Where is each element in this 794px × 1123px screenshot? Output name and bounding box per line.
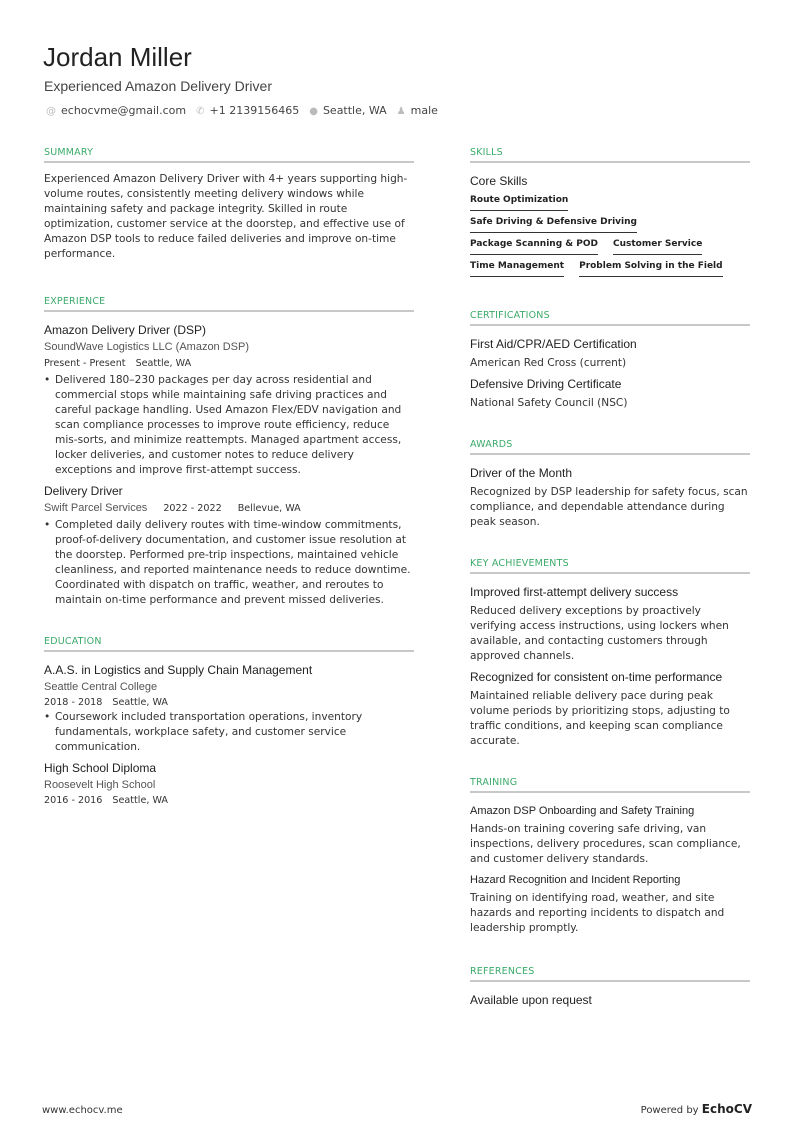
achievement-name: Improved first-attempt delivery success (470, 585, 679, 599)
education-section (44, 636, 414, 808)
bullet: • Completed daily delivery routes with time-window commitments, proof-of-delivery documentation, and customer issue resolution at the doorstep. Performed pre-trip inspections, maintained vehicle cleanliness, and reported maintenance needs to reduce downtime. Coordinated with dispatch on traffic, weather, and reroutes to maintain on-time performance and prevent missed deliveries. (44, 518, 414, 608)
cert-issuer: American Red Cross (current) (470, 357, 627, 369)
training-name: Hazard Recognition and Incident Reporting (470, 874, 681, 886)
skill-tag: Problem Solving in the Field (579, 258, 722, 277)
section-title: EXPERIENCE (44, 296, 414, 312)
location-icon: ● (309, 106, 318, 117)
email[interactable]: echocvme@gmail.com (61, 104, 187, 117)
skills-section (470, 147, 750, 280)
section-title: EDUCATION (44, 636, 414, 652)
education-item (44, 759, 414, 808)
achievement-name: Recognized for consistent on-time performance (470, 670, 723, 684)
achievement-desc: Reduced delivery exceptions by proactively verifying access instructions, using lockers when available, and contacting customers through approved channels. (470, 605, 729, 662)
gender: male (410, 104, 438, 117)
school: Seattle Central College (44, 681, 158, 693)
training-name: Amazon DSP Onboarding and Safety Training (470, 805, 695, 817)
certifications-section (470, 310, 750, 413)
candidate-name: Jordan Miller (43, 42, 192, 72)
experience-section (44, 296, 414, 608)
bullet: • Coursework included transportation operations, inventory fundamentals, workplace safety, and customer service communication. (44, 710, 414, 755)
phone-icon: ✆ (196, 106, 205, 117)
brand-logo[interactable]: EchoCV (701, 1102, 752, 1116)
school: Roosevelt High School (44, 779, 156, 791)
skill-tag: Safe Driving & Defensive Driving (470, 214, 637, 233)
section-title: AWARDS (470, 439, 750, 455)
email-icon: @ (46, 106, 56, 117)
references-text: Available upon request (470, 993, 592, 1007)
dates: Present - Present (44, 358, 126, 369)
location: Seattle, WA (135, 358, 192, 369)
cert-name: Defensive Driving Certificate (470, 377, 622, 391)
location: Seattle, WA (112, 697, 168, 708)
role: Delivery Driver (44, 484, 123, 498)
location: Bellevue, WA (237, 503, 301, 514)
summary-text: Experienced Amazon Delivery Driver with 4+ years supporting high-volume routes, consistently meeting delivery windows while maintaining safety and package integrity. Skilled in route optimization, customer service at the doorstep, and effective use of Amazon DSP tools to reduce failed deliveries and improve on-time performance. (44, 173, 408, 260)
section-title: CERTIFICATIONS (470, 310, 750, 326)
degree: High School Diploma (44, 761, 157, 775)
footer-powered (641, 1102, 752, 1116)
skill-group: Core Skills (470, 174, 528, 188)
dates: 2022 - 2022 (163, 503, 222, 514)
dates: 2016 - 2016 (44, 795, 103, 806)
company: SoundWave Logistics LLC (Amazon DSP) (44, 341, 250, 353)
bullet: • Delivered 180–230 packages per day across residential and commercial stops while maintaining safe driving practices and careful package handling. Used Amazon Flex/EDV navigation and scan compliance processes to improve route efficiency, reduce mis-sorts, and minimize reattempts. Managed apartment access, locker deliveries, and customer notes to reduce delivery exceptions and improve first-attempt success. (44, 373, 414, 478)
award-name: Driver of the Month (470, 466, 573, 480)
degree: A.A.S. in Logistics and Supply Chain Management (44, 663, 313, 677)
training-desc: Training on identifying road, weather, and site hazards and reporting incidents to dispatch and leadership promptly. (470, 892, 725, 934)
powered-by-label: Powered by (640, 1105, 699, 1116)
role: Amazon Delivery Driver (DSP) (44, 323, 207, 337)
experience-item (44, 321, 414, 478)
education-item (44, 661, 414, 755)
section-title: TRAINING (470, 777, 750, 793)
experience-item (44, 482, 414, 608)
section-title: KEY ACHIEVEMENTS (470, 558, 750, 574)
dates: 2018 - 2018 (44, 697, 103, 708)
skill-tag: Customer Service (613, 236, 702, 255)
cert-issuer: National Safety Council (NSC) (470, 397, 628, 409)
left-column (44, 147, 414, 828)
right-column (470, 147, 750, 1029)
training-section (470, 777, 750, 936)
contact-row (46, 104, 438, 117)
footer-site[interactable]: www.echocv.me (42, 1105, 123, 1116)
awards-section (470, 439, 750, 530)
section-title: REFERENCES (470, 966, 750, 982)
achievement-desc: Maintained reliable delivery pace during peak volume periods by prioritizing stops, adjusting to traffic conditions, and keeping scan compliance accurate. (470, 690, 730, 747)
skill-tag: Package Scanning & POD (470, 236, 598, 255)
company: Swift Parcel Services (44, 502, 148, 514)
skill-tag: Time Management (470, 258, 564, 277)
summary-section (44, 147, 414, 262)
candidate-title: Experienced Amazon Delivery Driver (44, 78, 272, 94)
section-title: SUMMARY (44, 147, 414, 163)
location: Seattle, WA (112, 795, 168, 806)
award-desc: Recognized by DSP leadership for safety focus, scan compliance, and dependable attendance during peak season. (470, 486, 748, 528)
cert-name: First Aid/CPR/AED Certification (470, 337, 637, 351)
skill-tag: Route Optimization (470, 192, 568, 211)
references-section (470, 966, 750, 1009)
section-title: SKILLS (470, 147, 750, 163)
achievements-section (470, 558, 750, 749)
person-icon: ♟ (396, 106, 406, 117)
location: Seattle, WA (322, 104, 387, 117)
phone: +1 2139156465 (209, 104, 300, 117)
training-desc: Hands-on training covering safe driving, van inspections, delivery procedures, scan compliance, and customer delivery standards. (470, 823, 741, 865)
